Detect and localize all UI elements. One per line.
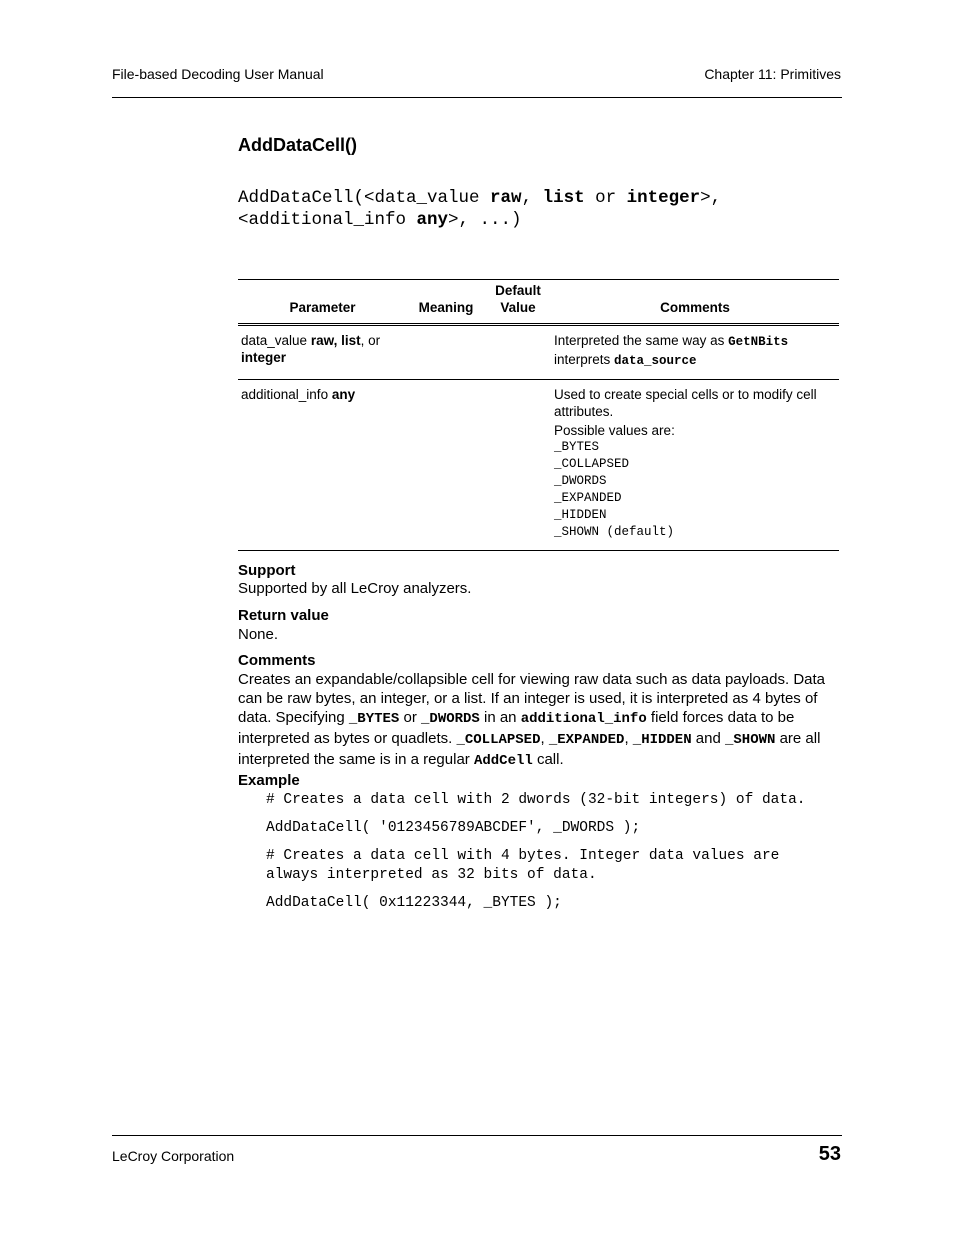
col-header-comments: Comments (660, 300, 730, 315)
return-value-text: None. (238, 626, 279, 643)
table-row (238, 325, 839, 380)
function-signature: AddDataCell(<data_value raw, list or integer>, <additional_info any>, ...) (238, 188, 722, 230)
running-header-chapter: Chapter 11: Primitives (704, 66, 841, 82)
table-row (238, 380, 839, 551)
code-comment: # Creates a data cell with 4 bytes. Integer data values are always interpreted as 32 bits of data. (266, 848, 780, 883)
code-comment: # Creates a data cell with 2 dwords (32-bit integers) of data. (266, 792, 806, 808)
comment-text: Used to create special cells or to modify cell attributes. (554, 387, 817, 419)
return-value-heading: Return value (238, 607, 329, 624)
comments-heading: Comments (238, 652, 316, 669)
value-item: _SHOWN (default) (554, 525, 675, 539)
cell-meaning (407, 325, 485, 380)
page-number: 53 (818, 1143, 841, 1165)
parameter-table (238, 279, 839, 551)
code-line: AddDataCell( 0x11223344, _BYTES ); (266, 895, 562, 911)
cell-default (485, 325, 551, 380)
col-header-meaning: Meaning (418, 300, 474, 315)
cell-parameter: additional_info any (241, 387, 356, 402)
table-header-row (238, 280, 839, 325)
cell-parameter: data_value raw, list, or integer (241, 333, 381, 365)
header-rule (112, 97, 842, 98)
cell-comments: Interpreted the same way as GetNBits interprets data_source (554, 333, 789, 368)
value-item: _DWORDS (554, 474, 607, 488)
value-item: _COLLAPSED (554, 457, 630, 471)
col-header-default: Default Value (495, 283, 541, 315)
cell-comments (551, 380, 839, 551)
comments-paragraph: Creates an expandable/collapsible cell for viewing raw data such as data payloads. Data can be raw bytes, an integer, or a list. If an integer is used, it is interpreted as 4 bytes of data. Specifying _BYTES or _DWORDS in an additional_info field forces data to be interpreted as bytes or quadlets. _COLLAPSED, _EXPANDED, _HIDDEN and _SHOWN are all interpreted the same is in a regular AddCell call. (238, 671, 826, 769)
page-title: AddDataCell() (238, 135, 358, 155)
example-heading: Example (238, 772, 300, 789)
value-item: _EXPANDED (554, 491, 622, 505)
support-text: Supported by all LeCroy analyzers. (238, 580, 472, 597)
cell-default (485, 380, 551, 551)
code-line: AddDataCell( '0123456789ABCDEF', _DWORDS ); (266, 820, 641, 836)
value-item: _HIDDEN (554, 508, 607, 522)
footer-company: LeCroy Corporation (112, 1148, 235, 1164)
support-heading: Support (238, 562, 296, 579)
col-header-parameter: Parameter (289, 300, 356, 315)
comment-text: Possible values are: (554, 423, 675, 438)
running-header-title: File-based Decoding User Manual (112, 66, 324, 82)
cell-meaning (407, 380, 485, 551)
value-item: _BYTES (554, 440, 600, 454)
footer-rule (112, 1135, 842, 1136)
